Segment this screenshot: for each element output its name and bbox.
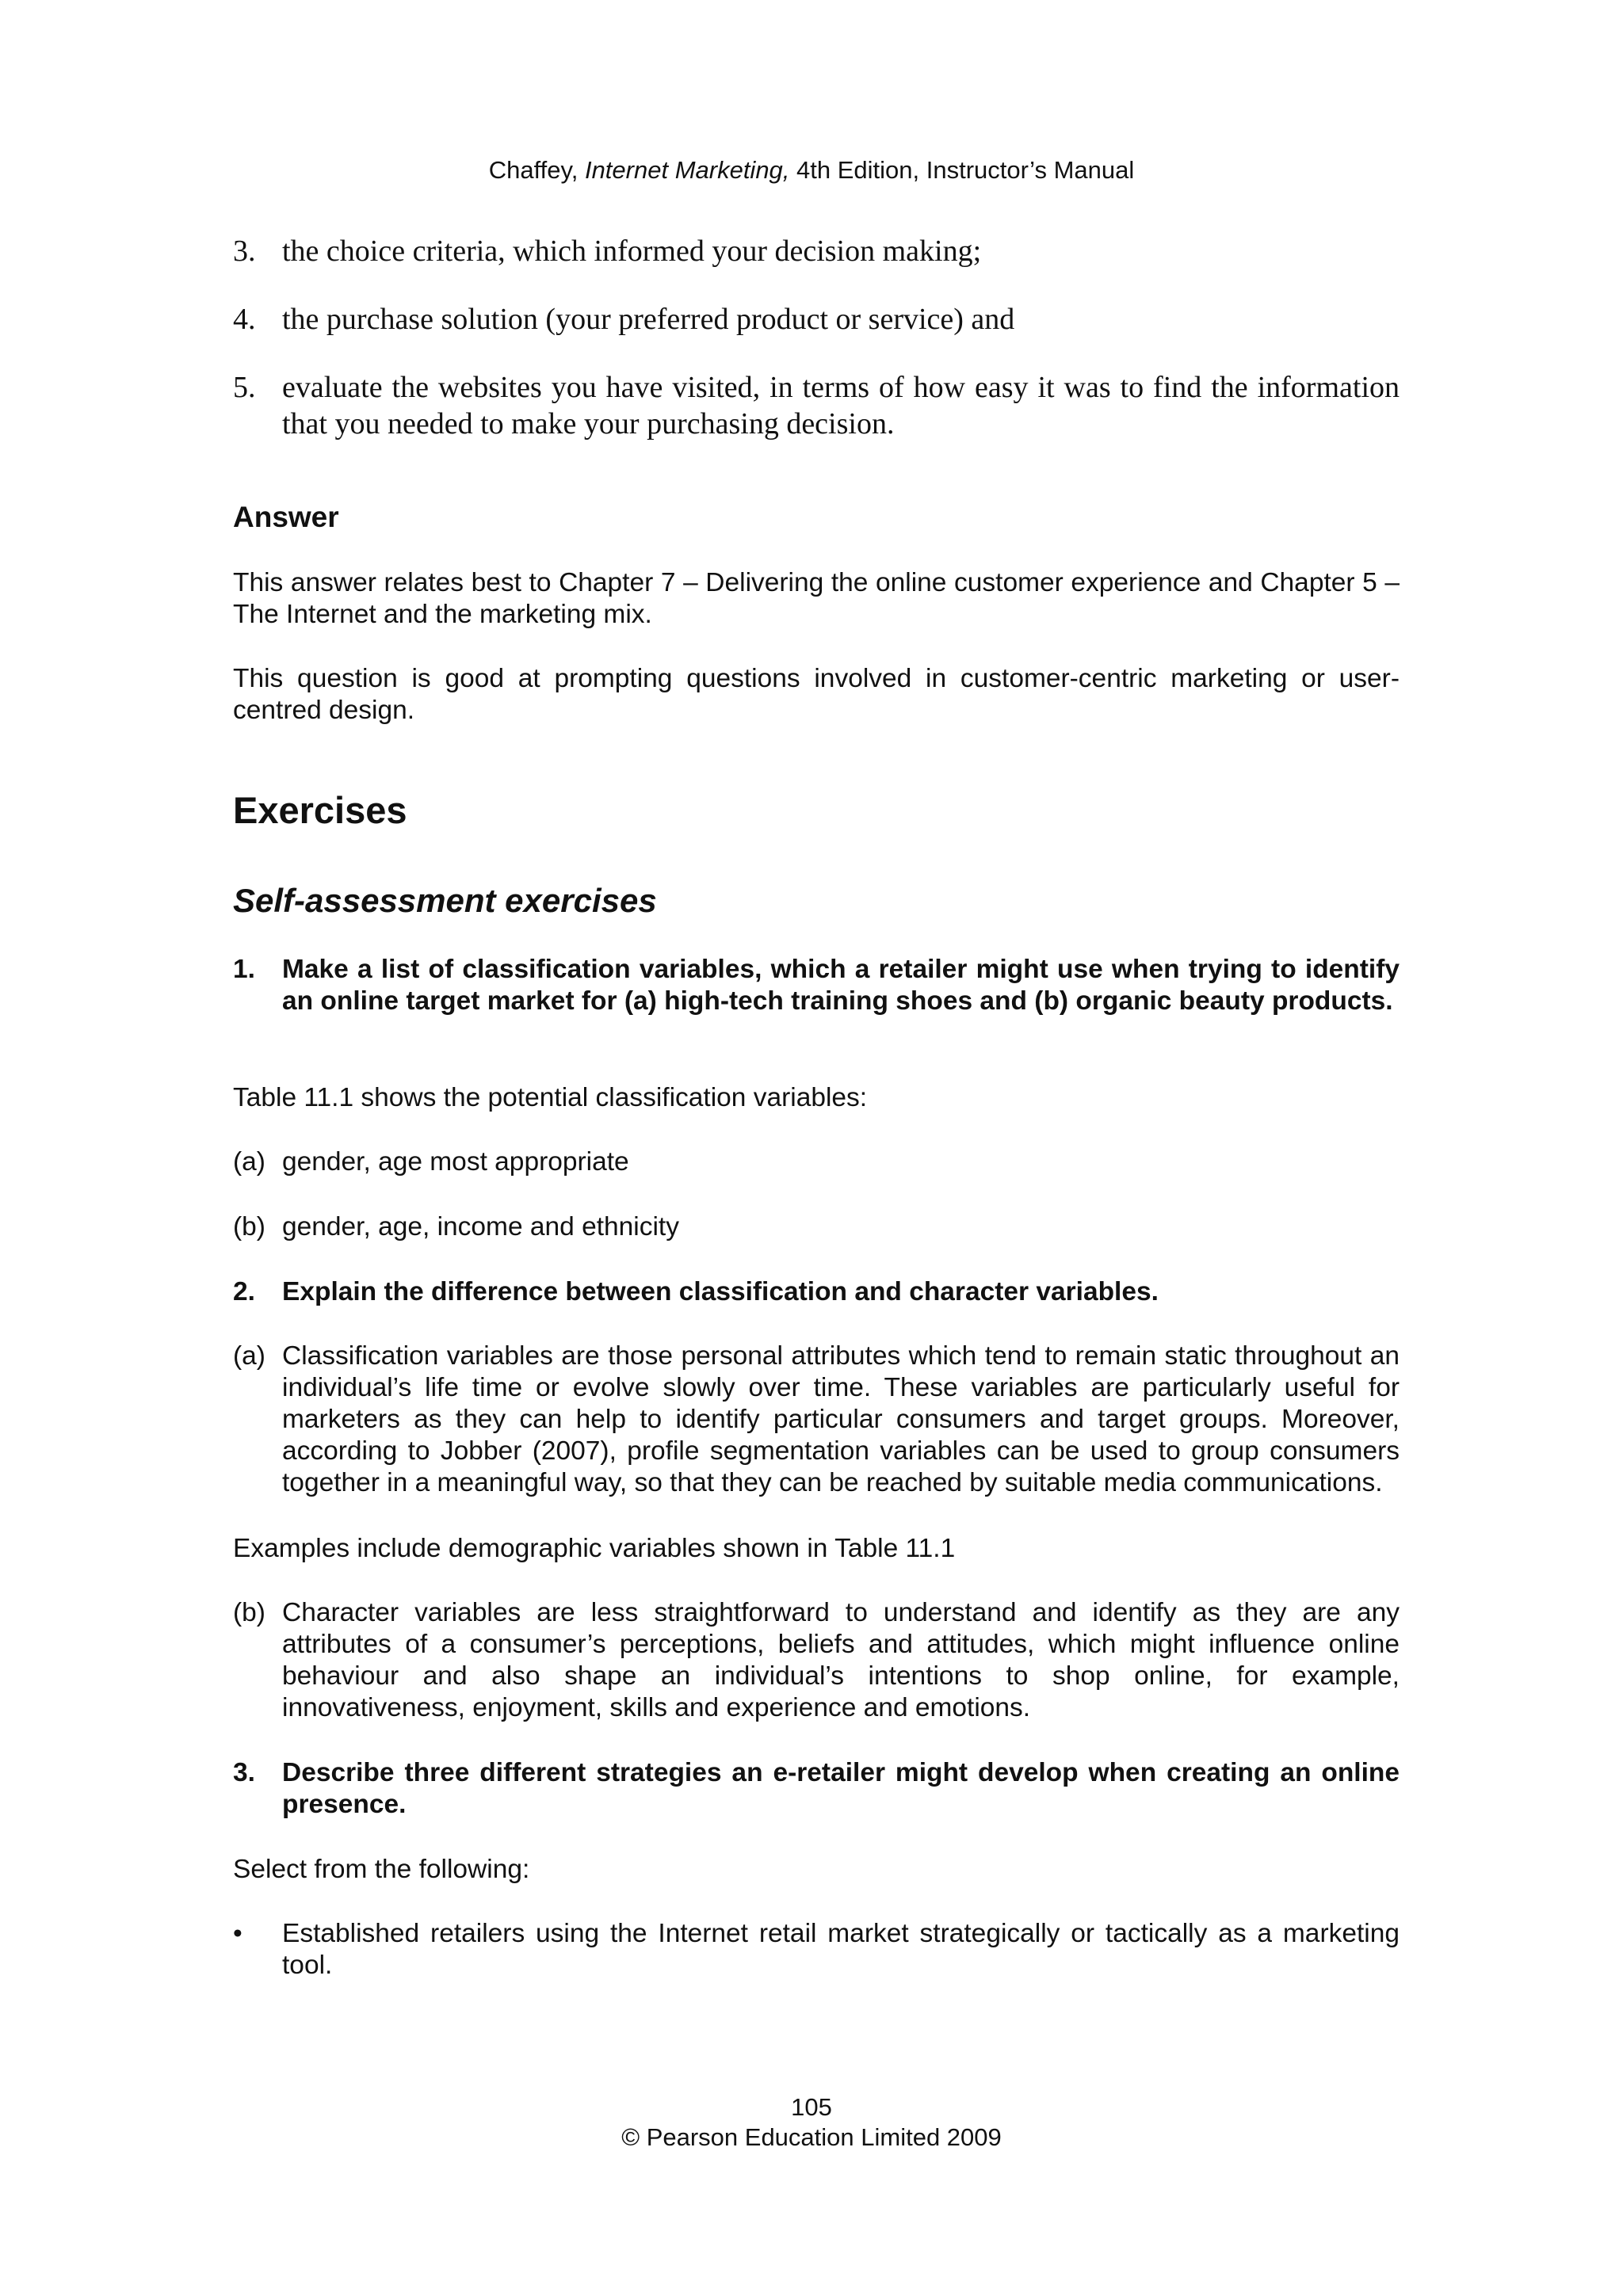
list-item — [233, 233, 1400, 269]
question-3 — [233, 1757, 1400, 1821]
answer-item-a — [233, 1146, 1400, 1178]
item-label: (a) — [233, 1341, 265, 1371]
select-intro: Select from the following: — [233, 1855, 530, 1884]
question-number: 1. — [233, 955, 255, 984]
answer-intro: Table 11.1 shows the potential classification variables: — [233, 1083, 868, 1112]
question-2 — [233, 1276, 1400, 1308]
answer-paragraph-2: This question is good at prompting questions involved in customer-centric marketing or user-centred design. — [233, 664, 1400, 725]
list-text: the purchase solution (your preferred product or service) and — [282, 303, 1015, 336]
answer-item-b — [233, 1597, 1400, 1724]
answer-paragraph-1: This answer relates best to Chapter 7 – Delivering the online customer experience and Chapter 5 – The Internet and the marketing mix. — [233, 568, 1400, 629]
question-text: Describe three different strategies an e-retailer might develop when creating an online presence. — [282, 1758, 1400, 1819]
item-label: (b) — [233, 1212, 265, 1241]
item-label: (a) — [233, 1147, 265, 1177]
bullet-text: Established retailers using the Internet retail market strategically or tactically as a marketing tool. — [282, 1919, 1400, 1980]
question-text: Explain the difference between classification and character variables. — [282, 1277, 1159, 1306]
list-number: 4. — [233, 303, 256, 336]
examples-text: Examples include demographic variables shown in Table 11.1 — [233, 1534, 956, 1563]
list-text: evaluate the websites you have visited, in terms of how easy it was to find the information that you needed to make your purchasing decision. — [282, 371, 1400, 441]
header-book-title: Internet Marketing, — [584, 156, 790, 184]
exercises-heading: Exercises — [233, 789, 407, 831]
question-number: 2. — [233, 1277, 255, 1306]
bullet-icon: • — [233, 1919, 242, 1948]
running-header — [0, 155, 1623, 185]
bullet-item — [233, 1918, 1400, 1981]
list-number: 5. — [233, 371, 256, 404]
answer-item-b — [233, 1211, 1400, 1243]
copyright-notice: © Pearson Education Limited 2009 — [621, 2123, 1002, 2151]
item-text: Classification variables are those personal attributes which tend to remain static throughout an individual’s life time or evolve slowly over time. These variables are particularly useful for marketers as they can help to identify particular consumers and target groups. Moreover, according to Jobber (2007), profile segmentation variables can be used to group consumers together in a meaningful way, so that they can be reached by suitable media communications. — [282, 1341, 1400, 1497]
list-item — [233, 369, 1400, 442]
item-text: Character variables are less straightforward to understand and identify as they are any attributes of a consumer’s perceptions, beliefs and attitudes, which might influence online behaviour and also shape an individual’s intentions to shop online, for example, innovativeness, enjoyment, skills and experience and emotions. — [282, 1598, 1400, 1722]
question-number: 3. — [233, 1758, 255, 1787]
list-number: 3. — [233, 235, 256, 268]
item-text: gender, age most appropriate — [282, 1147, 629, 1177]
item-text: gender, age, income and ethnicity — [282, 1212, 679, 1241]
list-text: the choice criteria, which informed your decision making; — [282, 235, 982, 268]
header-author: Chaffey, — [488, 156, 579, 184]
item-label: (b) — [233, 1598, 265, 1627]
answer-item-a — [233, 1341, 1400, 1499]
question-text: Make a list of classification variables, which a retailer might use when trying to identify an online target market for (a) high-tech training shoes and (b) organic beauty products. — [282, 955, 1400, 1016]
header-edition: 4th Edition, Instructor’s Manual — [796, 156, 1135, 184]
list-item — [233, 301, 1400, 338]
question-1 — [233, 954, 1400, 1017]
self-assessment-heading: Self-assessment exercises — [233, 882, 657, 919]
answer-heading: Answer — [233, 501, 339, 533]
page-number: 105 — [791, 2093, 832, 2121]
